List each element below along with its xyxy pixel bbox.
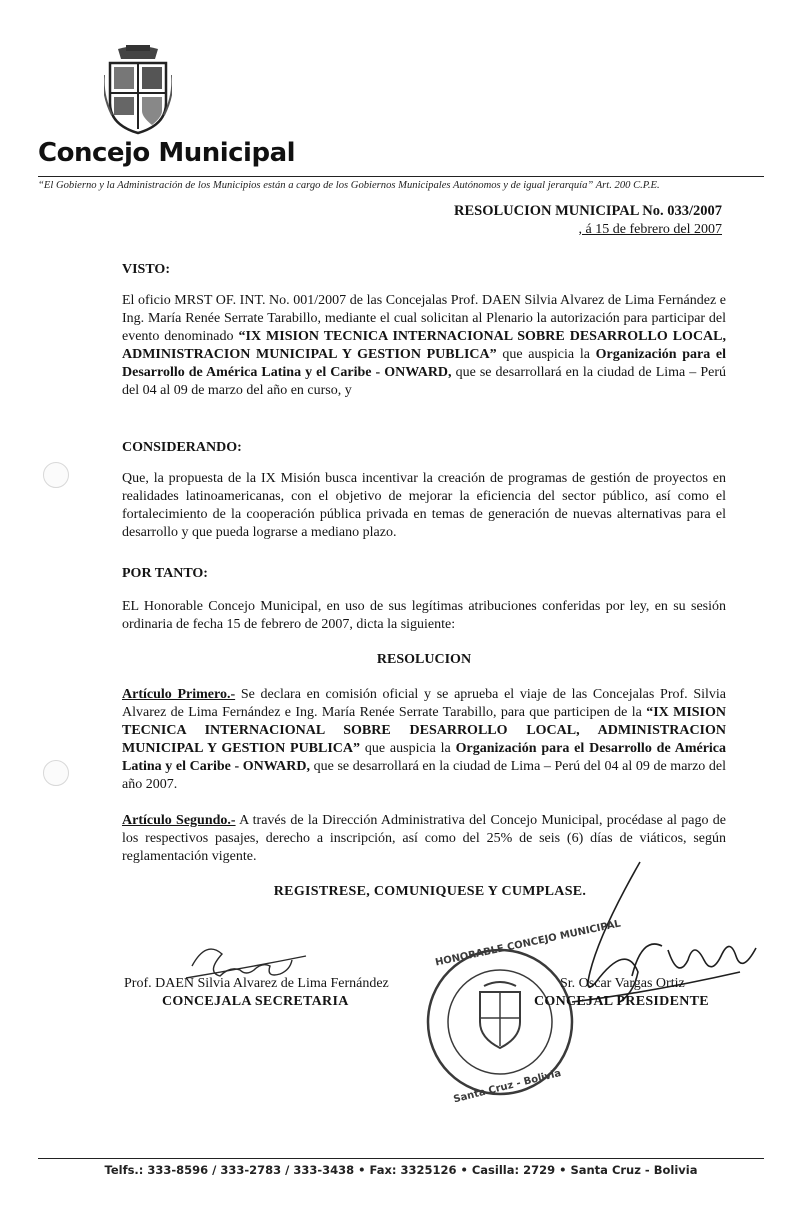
left-signatory-name: Prof. DAEN Silvia Alvarez de Lima Fernández <box>124 976 389 991</box>
articulo-primero-label: Artículo Primero.- <box>122 687 236 702</box>
por-tanto-paragraph: EL Honorable Concejo Municipal, en uso de sus legítimas atribuciones conferidas por ley, en su sesión ordinaria de fecha 15 de febrero de 2007, dicta la siguiente: <box>122 599 726 632</box>
considerando-paragraph: Que, la propuesta de la IX Misión busca incentivar la creación de programas de gestión de proyectos en realidades latinoamericanas, con el objetivo de mejorar la eficiencia del sector público, así como el fortalecimiento de la cooperación pública privada en temas de generación de nuevas alternativas para el desarrollo y que pueda lograrse a mediano plazo. <box>122 471 726 540</box>
articulo-primero-event: “IX MISION TECNICA INTERNACIONAL SOBRE DESARROLLO LOCAL, ADMINISTRACION MUNICIPAL Y GESTION PUBLICA” <box>122 705 727 756</box>
visto-text-2: que auspicia la <box>502 347 590 362</box>
organization-onward: Organización para el Desarrollo de América Latina y el Caribe - ONWARD, <box>122 347 727 380</box>
footer-divider <box>38 1158 764 1159</box>
right-signatory-name: Sr. Oscar Vargas Ortiz <box>560 976 685 991</box>
left-signature <box>186 949 306 978</box>
motto: “El Gobierno y la Administración de los Municipios están a cargo de los Gobiernos Municipales Autónomos y de igual jerarquía” Art. 200 C.P.E. <box>38 180 660 191</box>
articulo-primero-organization: Organización para el Desarrollo de América Latina y el Caribe - ONWARD, <box>122 741 727 774</box>
left-signatory-role: CONCEJALA SECRETARIA <box>162 994 349 1009</box>
visto-heading: VISTO: <box>122 262 170 277</box>
por-tanto-heading: POR TANTO: <box>122 566 208 581</box>
articulo-segundo-label: Artículo Segundo.- <box>122 813 236 828</box>
visto-text-3: que se desarrollará en la ciudad de Lima – Perú del 04 al 09 de marzo del año en curso, y <box>122 365 726 398</box>
organization-name: Concejo Municipal <box>38 138 296 168</box>
right-signatory-role: CONCEJAL PRESIDENTE <box>534 994 709 1009</box>
articulo-primero-text-1: Se declara en comisión oficial y se aprueba el viaje de las Concejalas Prof. Silvia Alvarez de Lima Fernández e Ing. María Renée Serrate Tarabillo, para que participen de la <box>122 687 727 720</box>
visto-text-1: El oficio MRST OF. INT. No. 001/2007 de las Concejalas Prof. DAEN Silvia Alvarez de Lima Fernández e Ing. María Renée Serrate Tarabillo, mediante el cual solicitan al Plenario la autorización para participar del evento denominado <box>122 293 726 344</box>
closing-statement: REGISTRESE, COMUNIQUESE Y CUMPLASE. <box>273 884 587 899</box>
seal-top-text: HONORABLE CONCEJO MUNICIPAL <box>434 918 622 969</box>
seal-bottom-text: Santa Cruz - Bolivia <box>452 1067 563 1106</box>
considerando-heading: CONSIDERANDO: <box>122 440 242 455</box>
articulo-segundo-text: A través de la Dirección Administrativa del Concejo Municipal, procédase al pago de los respectivos pasajes, derecho a inscripción, así como del 25% de seis (6) días de viáticos, según reglamentación vigente. <box>122 813 727 864</box>
punch-hole <box>43 462 69 488</box>
articulo-primero-text-3: que se desarrollará en la ciudad de Lima – Perú del 04 al 09 de marzo del año 2007. <box>122 759 726 792</box>
punch-hole <box>43 760 69 786</box>
resolution-number: RESOLUCION MUNICIPAL No. 033/2007 <box>453 203 722 219</box>
event-name: “IX MISION TECNICA INTERNACIONAL SOBRE DESARROLLO LOCAL, ADMINISTRACION MUNICIPAL Y GESTION PUBLICA” <box>122 329 726 362</box>
articulo-primero-text-2: que auspicia la <box>364 741 451 756</box>
resolucion-heading: RESOLUCION <box>376 652 472 667</box>
resolution-date: , á 15 de febrero del 2007 <box>578 222 722 237</box>
footer-contact: Telfs.: 333-8596 / 333-2783 / 333-3438 • Fax: 3325126 • Casilla: 2729 • Santa Cruz - Bolivia <box>104 1163 698 1177</box>
